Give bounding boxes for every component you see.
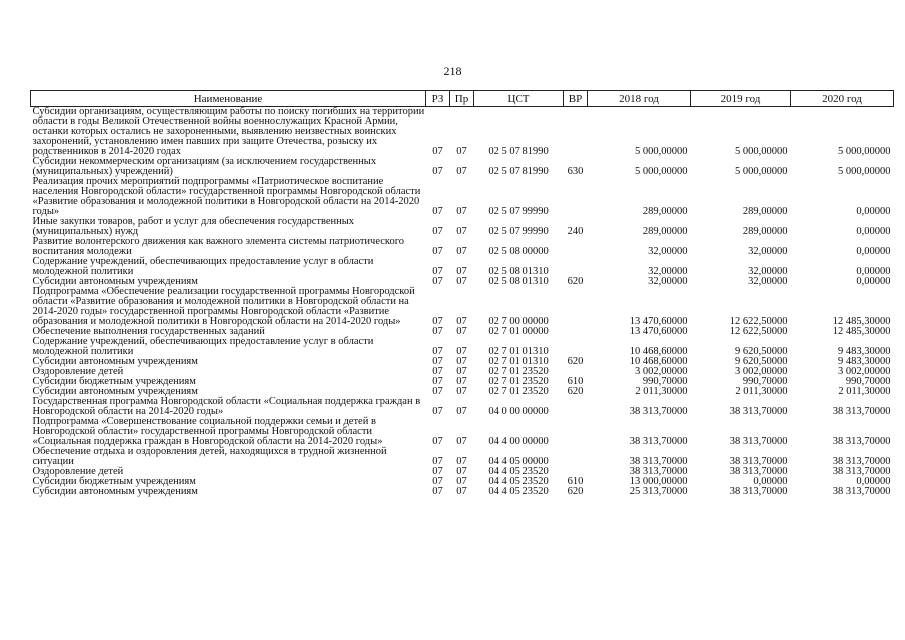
cell-vr: 620: [567, 486, 584, 497]
cell-pr: 07: [456, 456, 467, 467]
cell-2020: 0,00000: [856, 276, 891, 287]
table-row: [31, 417, 894, 447]
cell-name: Субсидии некоммерческим организациям (за исключением государственных (муниципальных) учреждений): [32, 156, 377, 177]
cell-2018: 10 468,60000: [629, 356, 688, 367]
cell-vr: [564, 327, 588, 337]
cell-cst: 02 5 07 81990: [488, 146, 549, 157]
table-row: [31, 487, 894, 497]
cell-vr: [564, 177, 588, 217]
cell-2019: 38 313,70000: [729, 436, 788, 447]
cell-rz: 07: [432, 276, 443, 287]
cell-rz: 07: [432, 326, 443, 337]
cell-pr: 07: [456, 316, 467, 327]
cell-2018: 2 011,30000: [635, 386, 688, 397]
cell-pr: 07: [456, 146, 467, 157]
cell-2018: 32,00000: [648, 246, 688, 257]
cell-2018: 13 470,60000: [629, 316, 688, 327]
cell-rz: 07: [432, 346, 443, 357]
table-row: [31, 157, 894, 177]
header-cst: ЦСТ: [474, 91, 564, 107]
cell-pr: 07: [456, 366, 467, 377]
header-2019: 2019 год: [691, 91, 791, 107]
cell-rz: 07: [432, 366, 443, 377]
cell-name: Субсидии организациям, осуществляющим работы по поиску погибших на территории области в годы Великой Отечественной войны военнослужащих Красной Армии, останки которых остались не захороненными, выявлению неизвестных воинских захоронений, установлению имен павших при защите Отечества, розыску их родственников в 2014-2020 годах: [32, 106, 425, 157]
cell-cst: 02 7 01 23520: [488, 376, 549, 387]
cell-2018: 289,00000: [642, 206, 688, 217]
cell-2020: 0,00000: [856, 226, 891, 237]
cell-pr: 07: [456, 226, 467, 237]
table-row: [31, 107, 894, 158]
cell-2020: 12 485,30000: [832, 326, 891, 337]
cell-2018: 38 313,70000: [629, 456, 688, 467]
cell-cst: 02 5 08 00000: [488, 246, 549, 257]
cell-pr: 07: [456, 246, 467, 257]
cell-2019: 32,00000: [748, 266, 788, 277]
cell-name: Субсидии автономным учреждениям: [32, 276, 198, 287]
cell-pr: 07: [456, 346, 467, 357]
cell-cst: 02 7 01 00000: [488, 326, 549, 337]
cell-rz: 07: [432, 436, 443, 447]
cell-2019: 5 000,00000: [735, 146, 788, 157]
cell-cst: 04 4 05 23520: [488, 476, 549, 487]
table-row: [31, 337, 894, 357]
header-name: Наименование: [31, 91, 426, 107]
cell-name: Содержание учреждений, обеспечивающих предоставление услуг в области молодежной политики: [32, 256, 374, 277]
cell-name: Обеспечение отдыха и оздоровления детей, находящихся в трудной жизненной ситуации: [32, 446, 387, 467]
cell-vr: [564, 107, 588, 158]
cell-cst: 02 5 07 99990: [488, 206, 549, 217]
cell-rz: 07: [432, 316, 443, 327]
cell-cst: 04 0 00 00000: [488, 406, 549, 417]
cell-vr: [564, 257, 588, 277]
cell-vr: 620: [567, 276, 584, 287]
header-vr: ВР: [564, 91, 588, 107]
cell-2019: 38 313,70000: [729, 486, 788, 497]
cell-pr: 07: [456, 276, 467, 287]
table-row: [31, 287, 894, 327]
cell-2018: 10 468,60000: [629, 346, 688, 357]
cell-cst: 02 7 00 00000: [488, 316, 549, 327]
cell-rz: 07: [432, 206, 443, 217]
cell-2019: 38 313,70000: [729, 406, 788, 417]
table-body: [31, 107, 894, 498]
cell-vr: [564, 287, 588, 327]
header-rz: РЗ: [426, 91, 450, 107]
table-row: [31, 217, 894, 237]
cell-2018: 3 002,00000: [635, 366, 688, 377]
cell-2018: 5 000,00000: [635, 146, 688, 157]
cell-cst: 02 5 07 99990: [488, 226, 549, 237]
cell-name: Развитие волонтерского движения как важного элемента системы патриотического воспитания молодежи: [32, 236, 405, 257]
cell-cst: 04 4 05 23520: [488, 486, 549, 497]
cell-2019: 38 313,70000: [729, 466, 788, 477]
table-row: [31, 397, 894, 417]
cell-pr: 07: [456, 386, 467, 397]
cell-name: Субсидии бюджетным учреждениям: [32, 476, 196, 487]
cell-vr: [564, 237, 588, 257]
header-pr: Пр: [450, 91, 474, 107]
cell-vr: 630: [567, 166, 584, 177]
cell-pr: 07: [456, 486, 467, 497]
cell-2020: 5 000,00000: [838, 166, 891, 177]
cell-name: Оздоровление детей: [32, 466, 124, 477]
cell-2019: 289,00000: [742, 226, 788, 237]
cell-cst: 02 7 01 23520: [488, 366, 549, 377]
cell-name: Субсидии бюджетным учреждениям: [32, 376, 196, 387]
cell-cst: 02 5 07 81990: [488, 166, 549, 177]
cell-name: Реализация прочих мероприятий подпрограммы «Патриотическое воспитание населения Новгородской области» государственной программы Новгородской области «Развитие образования и молодежной политики в Новгородской области на 2014-2020 годы»: [32, 176, 421, 217]
cell-name: Оздоровление детей: [32, 366, 124, 377]
cell-2018: 990,70000: [642, 376, 688, 387]
cell-cst: 04 4 00 00000: [488, 436, 549, 447]
cell-name: Обеспечение выполнения государственных заданий: [32, 326, 265, 337]
cell-cst: 02 7 01 23520: [488, 386, 549, 397]
table-row: [31, 177, 894, 217]
cell-2020: 38 313,70000: [832, 486, 891, 497]
cell-cst: 04 4 05 23520: [488, 466, 549, 477]
cell-pr: 07: [456, 406, 467, 417]
cell-pr: 07: [456, 376, 467, 387]
cell-2018: 13 470,60000: [629, 326, 688, 337]
cell-rz: 07: [432, 266, 443, 277]
cell-2020: 0,00000: [856, 206, 891, 217]
table-header-row: [31, 91, 894, 107]
cell-vr: 620: [567, 356, 584, 367]
cell-2018: 25 313,70000: [629, 486, 688, 497]
cell-name: Субсидии автономным учреждениям: [32, 386, 198, 397]
cell-name: Субсидии автономным учреждениям: [32, 486, 198, 497]
cell-2019: 9 620,50000: [735, 356, 788, 367]
cell-2019: 5 000,00000: [735, 166, 788, 177]
cell-2020: 38 313,70000: [832, 466, 891, 477]
cell-name: Иные закупки товаров, работ и услуг для обеспечения государственных (муниципальных) нужд: [32, 216, 355, 237]
header-2020: 2020 год: [791, 91, 894, 107]
cell-2018: 38 313,70000: [629, 436, 688, 447]
cell-pr: 07: [456, 326, 467, 337]
cell-vr: 240: [567, 226, 584, 237]
cell-cst: 02 5 08 01310: [488, 266, 549, 277]
cell-rz: 07: [432, 476, 443, 487]
cell-2019: 289,00000: [742, 206, 788, 217]
cell-2020: 0,00000: [856, 266, 891, 277]
cell-rz: 07: [432, 406, 443, 417]
cell-rz: 07: [432, 226, 443, 237]
cell-2020: 3 002,00000: [838, 366, 891, 377]
cell-2019: 12 622,50000: [729, 316, 788, 327]
cell-2020: 9 483,30000: [838, 356, 891, 367]
cell-2019: 0,00000: [753, 476, 788, 487]
cell-2019: 3 002,00000: [735, 366, 788, 377]
cell-2018: 32,00000: [648, 276, 688, 287]
budget-table: [30, 90, 894, 497]
cell-2019: 990,70000: [742, 376, 788, 387]
cell-name: Государственная программа Новгородской области «Социальная поддержка граждан в Новгородской области на 2014-2020 годы»: [32, 396, 421, 417]
cell-2020: 38 313,70000: [832, 406, 891, 417]
cell-rz: 07: [432, 146, 443, 157]
cell-pr: 07: [456, 266, 467, 277]
cell-2019: 2 011,30000: [735, 386, 788, 397]
cell-2019: 32,00000: [748, 276, 788, 287]
cell-2020: 5 000,00000: [838, 146, 891, 157]
cell-2019: 32,00000: [748, 246, 788, 257]
cell-2019: 9 620,50000: [735, 346, 788, 357]
cell-2020: 0,00000: [856, 246, 891, 257]
cell-2020: 12 485,30000: [832, 316, 891, 327]
cell-2020: 9 483,30000: [838, 346, 891, 357]
cell-pr: 07: [456, 206, 467, 217]
cell-2019: 38 313,70000: [729, 456, 788, 467]
cell-2018: 289,00000: [642, 226, 688, 237]
cell-pr: 07: [456, 476, 467, 487]
cell-2020: 2 011,30000: [838, 386, 891, 397]
cell-vr: [564, 447, 588, 467]
cell-name: Подпрограмма «Совершенствование социальной поддержки семьи и детей в Новгородской области» государственной программы Новгородской области «Социальная поддержка граждан в Новгородской области на 2014-2020 годы»: [32, 416, 383, 447]
cell-pr: 07: [456, 466, 467, 477]
cell-rz: 07: [432, 456, 443, 467]
table-row: [31, 237, 894, 257]
cell-2019: 12 622,50000: [729, 326, 788, 337]
cell-vr: 610: [567, 376, 584, 387]
cell-name: Содержание учреждений, обеспечивающих предоставление услуг в области молодежной политики: [32, 336, 374, 357]
cell-pr: 07: [456, 166, 467, 177]
cell-2018: 32,00000: [648, 266, 688, 277]
table-row: [31, 447, 894, 467]
cell-rz: 07: [432, 486, 443, 497]
cell-rz: 07: [432, 466, 443, 477]
cell-2020: 38 313,70000: [832, 436, 891, 447]
cell-vr: [564, 417, 588, 447]
cell-rz: 07: [432, 376, 443, 387]
cell-vr: [564, 397, 588, 417]
cell-cst: 02 7 01 01310: [488, 346, 549, 357]
cell-rz: 07: [432, 166, 443, 177]
cell-rz: 07: [432, 356, 443, 367]
page-number: 218: [443, 64, 462, 78]
cell-2020: 990,70000: [845, 376, 891, 387]
cell-pr: 07: [456, 356, 467, 367]
cell-2018: 13 000,00000: [629, 476, 688, 487]
cell-cst: 02 7 01 01310: [488, 356, 549, 367]
cell-2020: 38 313,70000: [832, 456, 891, 467]
cell-2018: 5 000,00000: [635, 166, 688, 177]
cell-2020: 0,00000: [856, 476, 891, 487]
header-2018: 2018 год: [588, 91, 691, 107]
cell-vr: 610: [567, 476, 584, 487]
cell-cst: 04 4 05 00000: [488, 456, 549, 467]
table-row: [31, 257, 894, 277]
cell-2018: 38 313,70000: [629, 406, 688, 417]
cell-vr: 620: [567, 386, 584, 397]
cell-rz: 07: [432, 246, 443, 257]
cell-vr: [564, 337, 588, 357]
cell-name: Субсидии автономным учреждениям: [32, 356, 198, 367]
cell-rz: 07: [432, 386, 443, 397]
cell-pr: 07: [456, 436, 467, 447]
cell-cst: 02 5 08 01310: [488, 276, 549, 287]
cell-name: Подпрограмма «Обеспечение реализации государственной программы Новгородской области «Развитие образования и молодежной политики в Новгородской области на 2014-2020 годы» государственной программы Новгородской области «Развитие образования и молодежной политики в Новгородской области на 2014-2020 годы»: [32, 286, 415, 327]
cell-2018: 38 313,70000: [629, 466, 688, 477]
